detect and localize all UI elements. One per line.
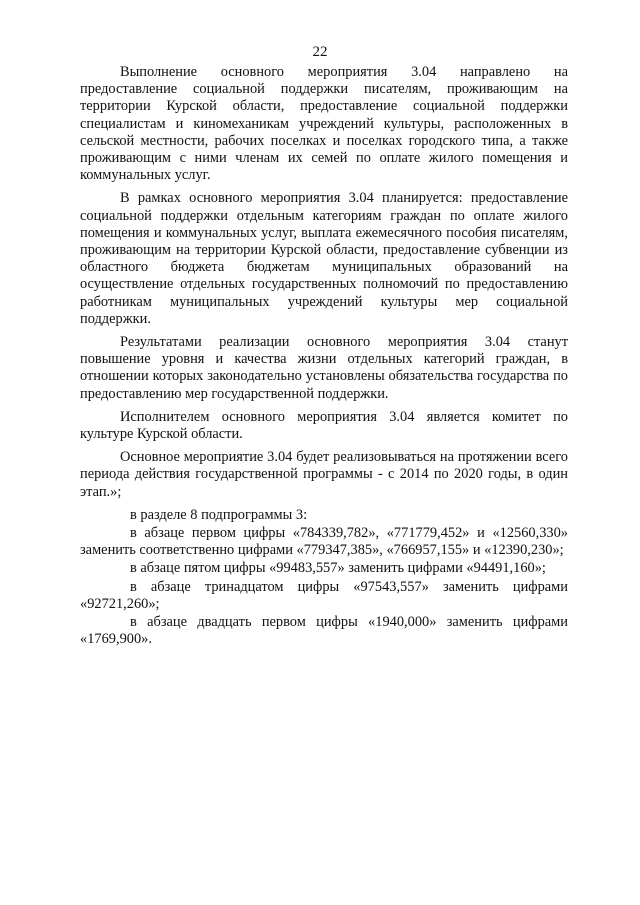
paragraph: Результатами реализации основного мероприятия 3.04 станут повышение уровня и качества жизни отдельных категорий граждан, в отношении которых законодательно установлены обязательства государства по предоставлению мер государственной поддержки. bbox=[80, 334, 568, 402]
section-heading: в разделе 8 подпрограммы 3: bbox=[130, 506, 308, 523]
amendment-item: в абзаце первом цифры «784339,782», «771779,452» и «12560,330» заменить соответственно цифрами «779347,385», «766957,155» и «12390,230»; bbox=[80, 525, 568, 559]
paragraph: Выполнение основного мероприятия 3.04 направлено на предоставление социальной поддержки писателям, проживающим на территории Курской области, предоставление социальной поддержки специалистам и киномеханикам учреждений культуры, расположенных в сельской местности, рабочих поселках и поселках городского типа, а также проживающим с ними членам их семей по оплате жилого помещения и коммунальных услуг. bbox=[80, 64, 568, 184]
paragraph: Исполнителем основного мероприятия 3.04 является комитет по культуре Курской области. bbox=[80, 408, 568, 443]
paragraph: В рамках основного мероприятия 3.04 планируется: предоставление социальной поддержки отдельным категориям граждан по оплате жилого помещения и коммунальных услуг, выплата ежемесячного пособия писателям, проживающим на территории Курской области, предоставление субвенции из областного бюджета бюджетам муниципальных образований на осуществление отдельных государственных полномочий по предоставлению работникам муниципальных учреждений культуры мер социальной поддержки. bbox=[80, 190, 568, 327]
page-number: 22 bbox=[312, 44, 328, 60]
amendment-item: в абзаце пятом цифры «99483,557» заменить цифрами «94491,160»; bbox=[130, 560, 546, 577]
amendment-item: в абзаце двадцать первом цифры «1940,000» заменить цифрами «1769,900». bbox=[80, 614, 568, 648]
document-body bbox=[80, 64, 568, 649]
amendment-item: в абзаце тринадцатом цифры «97543,557» заменить цифрами «92721,260»; bbox=[80, 578, 568, 612]
paragraph: Основное мероприятие 3.04 будет реализовываться на протяжении всего периода действия государственной программы - с 2014 по 2020 годы, в один этап.»; bbox=[80, 449, 568, 500]
